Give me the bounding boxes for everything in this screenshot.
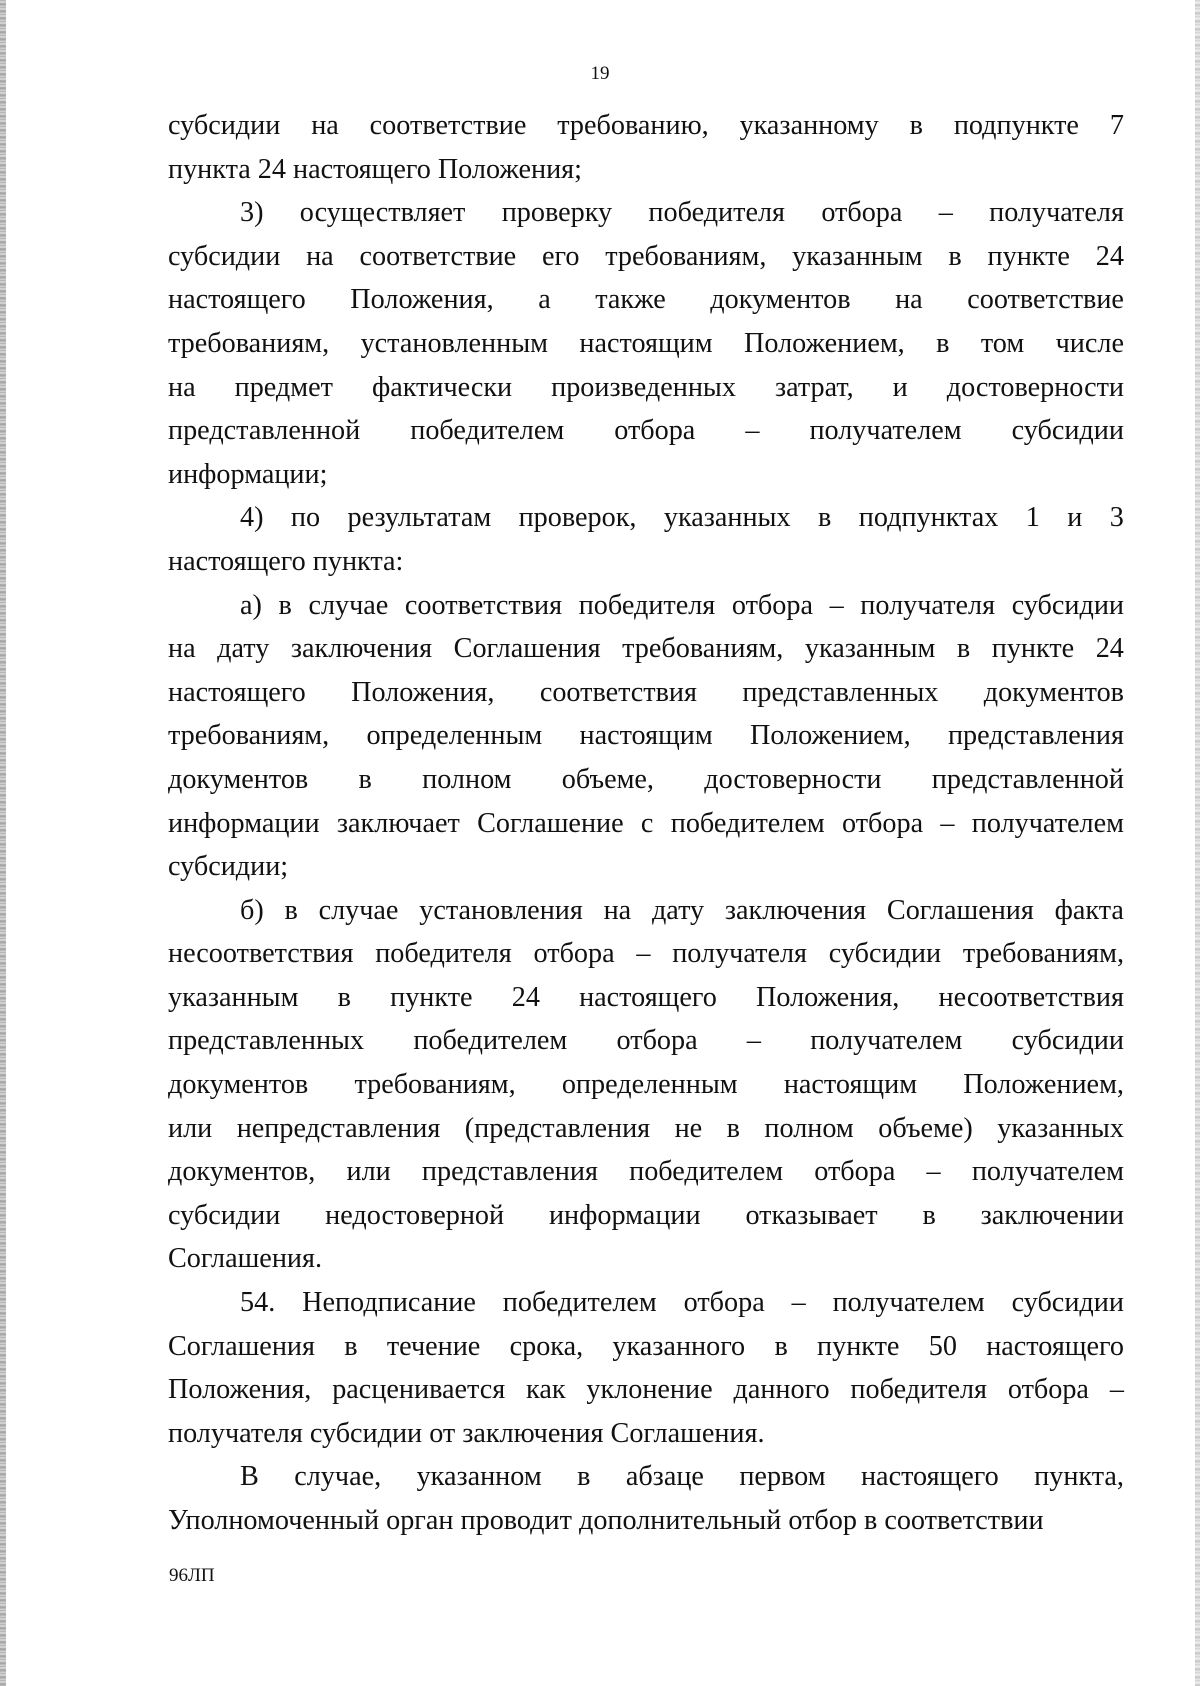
word: установления (419, 894, 583, 926)
text-line (168, 1368, 1124, 1412)
word: настоящего (579, 981, 717, 1013)
word: – (791, 1287, 806, 1319)
word: пункте (991, 633, 1075, 665)
word: данного (733, 1374, 830, 1406)
text-line (168, 932, 1124, 976)
word: – (938, 197, 953, 229)
word: первом (739, 1461, 826, 1493)
word: факта (1054, 894, 1124, 926)
word: требованиям, (354, 1069, 516, 1101)
word: – (940, 807, 955, 839)
word: в (358, 763, 372, 795)
word: победителем (629, 1156, 784, 1188)
word: субсидии (1011, 1025, 1124, 1057)
word: настоящим (783, 1069, 918, 1101)
word: получателем (971, 1156, 1124, 1188)
word: несоответствия (938, 981, 1124, 1013)
scan-edge-right (1195, 0, 1200, 1686)
text-line (168, 976, 1124, 1020)
word: Положения, (351, 676, 495, 708)
line-text: настоящего пункта: (168, 545, 404, 577)
word: пункта, (1034, 1461, 1124, 1493)
word: в (818, 502, 832, 534)
paragraph (168, 1455, 1124, 1542)
text-line (168, 1281, 1124, 1325)
document-body (168, 104, 1124, 1543)
word: Положения, (350, 284, 494, 316)
text-line (168, 802, 1124, 846)
text-line (168, 1019, 1124, 1063)
word: по (290, 502, 321, 534)
word: на (603, 894, 632, 926)
word: в (337, 981, 351, 1013)
text-line (168, 627, 1124, 671)
text-line (168, 889, 1124, 933)
word: документов (983, 676, 1124, 708)
word: победителем (670, 807, 825, 839)
word: представленных (742, 676, 939, 708)
word: получателем (971, 807, 1124, 839)
text-line (168, 409, 1124, 453)
word: победителем (410, 415, 565, 447)
text-line (168, 1412, 1124, 1456)
line-text: субсидии; (168, 851, 289, 883)
word: – (636, 938, 651, 970)
word: – (746, 1025, 761, 1057)
word: Соглашения (168, 1330, 315, 1362)
word: отбора (842, 807, 924, 839)
word: 3 (1109, 502, 1124, 534)
word: 3) (240, 197, 264, 229)
word: в (956, 633, 971, 665)
word: заключения (290, 633, 433, 665)
word: соответствие (369, 110, 527, 141)
text-line (168, 496, 1124, 540)
word: на (168, 371, 196, 403)
word: проверку (501, 197, 613, 229)
word: заключения (724, 894, 867, 926)
word: заключает (336, 807, 460, 839)
word: победителем (413, 1025, 568, 1057)
word: объеме) (878, 1112, 973, 1144)
word: Положением, (963, 1069, 1124, 1101)
word: – (926, 1156, 941, 1188)
word: указанным (804, 633, 936, 665)
word: случае (318, 894, 399, 926)
text-line (168, 235, 1124, 279)
text-line (168, 1499, 1124, 1543)
word: отбора (683, 1287, 765, 1319)
word: 24 (511, 981, 540, 1013)
word: представленной (168, 415, 361, 447)
word: непредставления (236, 1112, 441, 1144)
word: представленных (168, 1025, 365, 1057)
word: с (640, 807, 654, 839)
word: указанному (739, 110, 879, 141)
word: в (774, 1330, 788, 1362)
text-line (168, 540, 1124, 584)
word: как (526, 1374, 566, 1406)
word: или (346, 1156, 391, 1188)
text-line (168, 758, 1124, 802)
word: отбора (814, 1156, 896, 1188)
word: требованиям, (962, 938, 1124, 970)
word: также (595, 284, 666, 316)
word: документов (168, 1069, 309, 1101)
text-line (168, 322, 1124, 366)
word: дату (217, 633, 270, 665)
word: 50 (928, 1330, 957, 1362)
word: дату (651, 894, 705, 926)
word: субсидии (1011, 1287, 1124, 1319)
text-line (168, 453, 1124, 497)
word: затрат, (774, 371, 854, 403)
word: указанным (792, 240, 923, 272)
word: на (306, 240, 334, 272)
document-code: 96ЛП (169, 1565, 215, 1586)
word: Соглашения (453, 633, 601, 665)
word: победителя (578, 589, 716, 621)
word: срока, (509, 1330, 584, 1362)
word: Неподписание (302, 1287, 476, 1319)
word: указанных (997, 1112, 1124, 1144)
word: 7 (1109, 110, 1124, 141)
word: определенным (366, 720, 543, 752)
word: 1 (1025, 502, 1040, 534)
paragraph (168, 584, 1124, 889)
word: результатам (347, 502, 492, 534)
word: документов (168, 763, 309, 795)
text-line (168, 584, 1124, 628)
word: заключении (980, 1199, 1124, 1231)
word: соответствие (359, 240, 517, 272)
word: и (1067, 502, 1083, 534)
word: отказывает (745, 1199, 878, 1231)
word: победителя (850, 1374, 987, 1406)
word: а (538, 284, 551, 316)
word: недостоверной (325, 1199, 505, 1231)
word: соответствия (539, 676, 697, 708)
text-line (168, 1107, 1124, 1151)
text-line (168, 1150, 1124, 1194)
word: получателя (672, 938, 808, 970)
word: Положением, (744, 327, 905, 359)
paragraph (168, 889, 1124, 1281)
page-number: 19 (590, 63, 610, 84)
word: субсидии (168, 110, 281, 141)
word: указанного (612, 1330, 746, 1362)
word: – (829, 589, 844, 621)
text-line (168, 671, 1124, 715)
word: получателя (860, 589, 996, 621)
text-line (168, 148, 1124, 192)
word: – (1109, 1374, 1124, 1406)
word: установленным (360, 327, 548, 359)
line-text: Соглашения. (168, 1243, 322, 1275)
paragraph (168, 191, 1124, 496)
word: пункте (987, 240, 1070, 272)
word: случае (308, 589, 389, 621)
line-text: Уполномоченный орган проводит дополнительный отбор в соответствии (168, 1505, 1044, 1536)
word: субсидии (1011, 415, 1124, 447)
line-text: получателя субсидии от заключения Соглашения. (168, 1417, 765, 1449)
word: субсидии (168, 240, 281, 272)
paragraph (168, 496, 1124, 583)
text-line (168, 366, 1124, 410)
word: 24 (1095, 633, 1124, 665)
word: получателем (832, 1287, 985, 1319)
word: В (240, 1461, 259, 1493)
word: случае, (294, 1461, 382, 1493)
word: в (726, 1112, 740, 1144)
word: субсидии (168, 1199, 281, 1231)
word: несоответствия (168, 938, 354, 970)
word: в (948, 240, 962, 272)
word: (представления (464, 1112, 651, 1144)
word: отбора (1007, 1374, 1089, 1406)
word: пункте (817, 1330, 900, 1362)
word: победителя (375, 938, 512, 970)
word: числе (1055, 327, 1124, 359)
word: Положением, (749, 720, 911, 752)
word: объеме, (561, 763, 654, 795)
word: достоверности (704, 763, 882, 795)
word: соответствие (967, 284, 1124, 316)
word: том (980, 327, 1025, 359)
word: представления (421, 1156, 598, 1188)
word: не (674, 1112, 703, 1144)
word: или (168, 1112, 213, 1144)
word: субсидии (1011, 589, 1124, 621)
text-line (168, 1325, 1124, 1369)
text-line (168, 191, 1124, 235)
word: представления (947, 720, 1124, 752)
paragraph (168, 104, 1124, 191)
word: осуществляет (299, 197, 466, 229)
word: информации (548, 1199, 701, 1231)
text-line (168, 1194, 1124, 1238)
word: абзаце (625, 1461, 704, 1493)
word: 4) (240, 502, 264, 534)
word: на (168, 633, 196, 665)
word: а) (240, 589, 262, 621)
word: в (909, 110, 923, 141)
text-line (168, 1237, 1124, 1281)
word: в (577, 1461, 591, 1493)
text-line (168, 278, 1124, 322)
word: определенным (561, 1069, 738, 1101)
word: в (278, 589, 292, 621)
word: на (895, 284, 923, 316)
text-line (168, 714, 1124, 758)
word: получателем (810, 1025, 963, 1057)
word: пункте (390, 981, 473, 1013)
word: на (311, 110, 339, 141)
word: настоящим (579, 720, 713, 752)
word: проверок, (518, 502, 637, 534)
text-line (168, 104, 1124, 148)
word: документов (710, 284, 851, 316)
line-text: информации; (168, 458, 328, 490)
text-line (168, 1455, 1124, 1499)
word: отбора (533, 938, 615, 970)
word: требованиям, (622, 633, 784, 665)
word: отбора (616, 1025, 698, 1057)
text-line (168, 845, 1124, 889)
word: полном (422, 763, 512, 795)
word: требованию, (557, 110, 709, 141)
word: Положения, (756, 981, 900, 1013)
word: победителя (648, 197, 785, 229)
word: его (541, 240, 580, 272)
word: требованиям, (168, 327, 330, 359)
word: настоящим (579, 327, 713, 359)
word: настоящего (860, 1461, 999, 1493)
word: информации (168, 807, 320, 839)
word: указанных (663, 502, 791, 534)
word: произведенных (551, 371, 736, 403)
word: подпунктах (858, 502, 999, 534)
word: требованиям, (168, 720, 330, 752)
word: и (892, 371, 908, 403)
word: 24 (1095, 240, 1124, 272)
word: соответствия (404, 589, 563, 621)
word: победителем (502, 1287, 657, 1319)
word: б) (240, 894, 264, 926)
word: в (344, 1330, 358, 1362)
word: отбора (731, 589, 813, 621)
word: течение (386, 1330, 481, 1362)
word: отбора (614, 415, 696, 447)
word: в (284, 894, 298, 926)
word: требованиям, (605, 240, 767, 272)
word: субсидии (828, 938, 942, 970)
word: указанным (168, 981, 299, 1013)
word: представленной (931, 763, 1124, 795)
word: указанном (416, 1461, 542, 1493)
word: получателя (989, 197, 1124, 229)
word: полном (764, 1112, 854, 1144)
word: настоящего (986, 1330, 1124, 1362)
word: Положения, (168, 1374, 312, 1406)
word: настоящего (168, 284, 306, 316)
word: достоверности (946, 371, 1124, 403)
word: – (745, 415, 760, 447)
word: фактически (371, 371, 513, 403)
word: 54. (240, 1287, 276, 1319)
word: подпункте (953, 110, 1079, 141)
paragraph (168, 1281, 1124, 1455)
word: Соглашение (477, 807, 624, 839)
word: в (922, 1199, 936, 1231)
word: расценивается (332, 1374, 506, 1406)
word: настоящего (168, 676, 306, 708)
scan-edge-left (0, 0, 6, 1686)
line-text: пункта 24 настоящего Положения; (168, 153, 582, 185)
word: документов, (168, 1156, 316, 1188)
word: предмет (234, 371, 333, 403)
word: отбора (821, 197, 903, 229)
word: в (936, 327, 950, 359)
text-line (168, 1063, 1124, 1107)
word: Соглашения (886, 894, 1034, 926)
word: уклонение (586, 1374, 713, 1406)
word: получателем (809, 415, 962, 447)
